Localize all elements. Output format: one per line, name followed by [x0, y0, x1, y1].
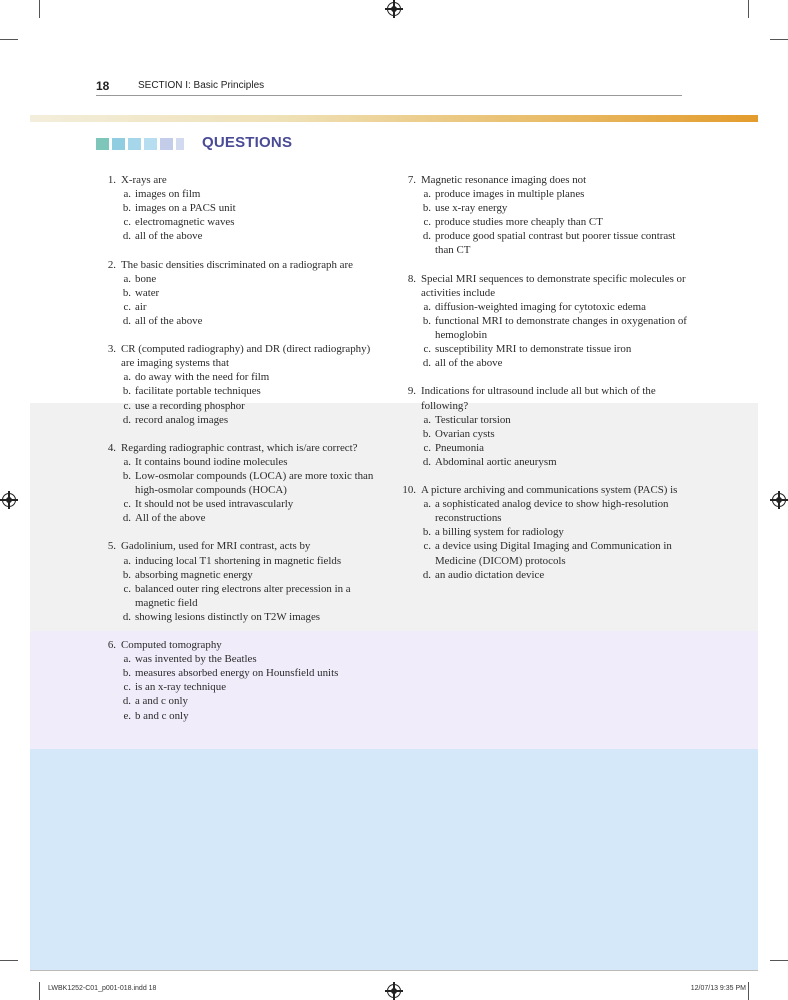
- question-number: 5.: [107, 540, 116, 553]
- question-item: [96, 342, 386, 427]
- option-text: an audio dictation device: [435, 568, 545, 581]
- question-number: 3.: [107, 343, 116, 356]
- question-item: [396, 384, 688, 469]
- answer-option: [396, 314, 688, 342]
- registration-mark-icon: [387, 984, 401, 998]
- answer-option: [96, 511, 386, 525]
- option-letter: c.: [423, 540, 431, 553]
- question-stem: [96, 342, 386, 370]
- answer-option: [96, 568, 386, 582]
- answer-option: [96, 455, 386, 469]
- answer-option: [96, 582, 386, 610]
- answer-option: [96, 680, 386, 694]
- question-text: A picture archiving and communications system (PACS) is: [421, 484, 678, 497]
- running-head: [96, 79, 682, 96]
- option-letter: a.: [423, 188, 431, 201]
- question-stem: [96, 258, 386, 272]
- answer-option: [96, 694, 386, 708]
- option-text: It contains bound iodine molecules: [135, 455, 288, 468]
- answer-option: [96, 610, 386, 624]
- question-stem: [396, 173, 688, 187]
- option-text: use x-ray energy: [435, 202, 508, 215]
- answer-option: [96, 497, 386, 511]
- background-band-blue: [30, 749, 758, 970]
- answer-option: [396, 300, 688, 314]
- option-text: Low-osmolar compounds (LOCA) are more toxic than high-osmolar compounds (HOCA): [135, 469, 374, 497]
- option-text: use a recording phosphor: [135, 399, 245, 412]
- question-text: The basic densities discriminated on a radiograph are: [121, 258, 353, 271]
- option-text: b and c only: [135, 709, 189, 722]
- heading-accent-square: [144, 138, 157, 150]
- option-letter: d.: [122, 413, 131, 426]
- answer-option: [96, 413, 386, 427]
- option-text: a and c only: [135, 695, 188, 708]
- option-letter: b.: [422, 526, 431, 539]
- question-item: [96, 173, 386, 243]
- question-number: 8.: [407, 272, 416, 285]
- option-text: a device using Digital Imaging and Communication in Medicine (DICOM) protocols: [435, 540, 672, 567]
- question-item: [396, 483, 688, 582]
- answer-option: [96, 469, 386, 497]
- option-letter: c.: [123, 300, 131, 313]
- crop-mark: [770, 960, 788, 961]
- answer-option: [396, 413, 688, 427]
- option-letter: b.: [422, 427, 431, 440]
- option-letter: d.: [422, 455, 431, 468]
- option-letter: b.: [122, 202, 131, 215]
- option-text: All of the above: [135, 512, 206, 525]
- option-text: balanced outer ring electrons alter precession in a magnetic field: [135, 582, 351, 609]
- answer-option: [96, 384, 386, 398]
- question-stem: [96, 173, 386, 187]
- option-letter: b.: [122, 667, 131, 680]
- option-text: Testicular torsion: [435, 413, 511, 426]
- option-letter: a.: [423, 498, 431, 511]
- heading-accent-square: [128, 138, 141, 150]
- option-letter: c.: [123, 399, 131, 412]
- option-letter: b.: [122, 385, 131, 398]
- option-letter: b.: [122, 568, 131, 581]
- question-text: Magnetic resonance imaging does not: [421, 174, 587, 186]
- option-letter: d.: [422, 230, 431, 243]
- option-text: a billing system for radiology: [435, 526, 564, 539]
- heading-accent-square: [176, 138, 184, 150]
- question-text: Indications for ultrasound include all but which of the following?: [421, 385, 656, 412]
- registration-mark-icon: [772, 493, 786, 507]
- section-title: SECTION I: Basic Principles: [138, 80, 265, 91]
- option-text: air: [135, 300, 147, 313]
- option-text: all of the above: [435, 357, 503, 370]
- answer-option: [396, 229, 688, 257]
- option-text: all of the above: [135, 230, 203, 243]
- crop-mark: [39, 982, 40, 1000]
- option-text: all of the above: [135, 314, 203, 327]
- crop-mark: [748, 982, 749, 1000]
- option-text: produce good spatial contrast but poorer tissue contrast than CT: [435, 230, 676, 257]
- answer-option: [96, 666, 386, 680]
- option-letter: d.: [122, 512, 131, 525]
- answer-option: [396, 427, 688, 441]
- answer-option: [396, 441, 688, 455]
- question-stem: [96, 638, 386, 652]
- option-letter: a.: [123, 554, 131, 567]
- answer-option: [96, 201, 386, 215]
- answer-option: [96, 709, 386, 723]
- option-letter: b.: [122, 286, 131, 299]
- option-text: inducing local T1 shortening in magnetic fields: [135, 554, 342, 567]
- option-text: images on a PACS unit: [135, 202, 236, 215]
- option-text: water: [135, 286, 160, 299]
- crop-mark: [0, 960, 18, 961]
- option-text: diffusion-weighted imaging for cytotoxic edema: [435, 300, 646, 313]
- answer-option: [96, 554, 386, 568]
- footer-rule: [30, 970, 758, 971]
- crop-mark: [748, 0, 749, 18]
- option-letter: b.: [422, 314, 431, 327]
- crop-mark: [0, 39, 18, 40]
- answer-option: [96, 272, 386, 286]
- answer-option: [96, 370, 386, 384]
- option-letter: a.: [123, 371, 131, 384]
- answer-option: [396, 215, 688, 229]
- footer-file-name: LWBK1252-C01_p001-018.indd 18: [48, 985, 157, 992]
- question-stem: [96, 441, 386, 455]
- answer-option: [96, 187, 386, 201]
- question-number: 1.: [107, 174, 116, 186]
- heading-accent-square: [160, 138, 173, 150]
- answer-option: [396, 525, 688, 539]
- question-stem: [396, 384, 688, 412]
- decorative-orange-bar: [30, 115, 758, 122]
- question-number: 2.: [107, 258, 116, 271]
- heading-accent-square: [112, 138, 125, 150]
- registration-mark-icon: [387, 2, 401, 16]
- answer-option: [396, 187, 688, 201]
- option-letter: c.: [423, 441, 431, 454]
- answer-option: [396, 201, 688, 215]
- option-text: Abdominal aortic aneurysm: [435, 455, 557, 468]
- option-letter: c.: [423, 343, 431, 356]
- questions-column-left: [96, 173, 386, 737]
- option-text: susceptibility MRI to demonstrate tissue iron: [435, 343, 632, 356]
- question-number: 4.: [107, 441, 116, 454]
- option-text: a sophisticated analog device to show high-resolution reconstructions: [435, 498, 669, 525]
- question-text: Computed tomography: [121, 639, 222, 652]
- option-letter: d.: [422, 357, 431, 370]
- crop-mark: [39, 0, 40, 18]
- option-text: facilitate portable techniques: [135, 385, 261, 398]
- option-text: images on film: [135, 188, 201, 201]
- question-text: Special MRI sequences to demonstrate specific molecules or activities include: [421, 272, 686, 299]
- footer-timestamp: 12/07/13 9:35 PM: [690, 985, 746, 992]
- question-number: 7.: [407, 174, 416, 186]
- question-stem: [96, 539, 386, 553]
- answer-option: [396, 342, 688, 356]
- question-text: Regarding radiographic contrast, which is/are correct?: [121, 441, 358, 454]
- question-item: [96, 638, 386, 723]
- option-letter: d.: [122, 610, 131, 623]
- option-letter: a.: [423, 300, 431, 313]
- option-letter: d.: [122, 314, 131, 327]
- option-letter: d.: [122, 695, 131, 708]
- option-text: Pneumonia: [435, 441, 485, 454]
- option-letter: a.: [123, 188, 131, 201]
- question-stem: [396, 483, 688, 497]
- answer-option: [96, 652, 386, 666]
- option-text: electromagnetic waves: [135, 216, 235, 229]
- option-text: functional MRI to demonstrate changes in oxygenation of hemoglobin: [435, 314, 687, 342]
- answer-option: [396, 356, 688, 370]
- option-text: It should not be used intravascularly: [135, 498, 294, 511]
- question-item: [396, 173, 688, 258]
- question-item: [396, 272, 688, 371]
- answer-option: [96, 314, 386, 328]
- answer-option: [396, 568, 688, 582]
- option-text: showing lesions distinctly on T2W images: [135, 610, 321, 623]
- question-number: 6.: [107, 639, 116, 652]
- question-number: 9.: [407, 385, 416, 398]
- option-letter: c.: [123, 681, 131, 694]
- answer-option: [96, 399, 386, 413]
- question-item: [96, 441, 386, 526]
- option-letter: c.: [123, 582, 131, 595]
- option-letter: d.: [122, 230, 131, 243]
- option-letter: a.: [423, 413, 431, 426]
- option-text: produce studies more cheaply than CT: [435, 216, 603, 229]
- option-letter: c.: [123, 216, 131, 229]
- option-text: absorbing magnetic energy: [135, 568, 253, 581]
- option-text: do away with the need for film: [135, 371, 270, 384]
- heading-accent-square: [96, 138, 109, 150]
- question-text: X-rays are: [121, 174, 167, 186]
- option-letter: a.: [123, 653, 131, 666]
- option-letter: c.: [123, 498, 131, 511]
- option-letter: b.: [422, 202, 431, 215]
- option-letter: a.: [123, 272, 131, 285]
- answer-option: [96, 300, 386, 314]
- option-letter: c.: [423, 216, 431, 229]
- option-letter: e.: [123, 709, 131, 722]
- option-text: produce images in multiple planes: [435, 188, 585, 201]
- answer-option: [96, 229, 386, 243]
- questions-title: QUESTIONS: [202, 134, 293, 151]
- question-text: Gadolinium, used for MRI contrast, acts by: [121, 540, 311, 553]
- option-text: Ovarian cysts: [435, 427, 495, 440]
- answer-option: [396, 497, 688, 525]
- answer-option: [96, 215, 386, 229]
- option-text: is an x-ray technique: [135, 681, 227, 694]
- option-letter: d.: [422, 568, 431, 581]
- answer-option: [396, 455, 688, 469]
- answer-option: [96, 286, 386, 300]
- option-text: bone: [135, 272, 157, 285]
- question-stem: [396, 272, 688, 300]
- option-text: measures absorbed energy on Hounsfield units: [135, 667, 339, 680]
- registration-mark-icon: [2, 493, 16, 507]
- option-text: was invented by the Beatles: [135, 653, 257, 666]
- answer-option: [396, 539, 688, 567]
- option-letter: a.: [123, 455, 131, 468]
- questions-column-right: [396, 173, 688, 596]
- option-letter: b.: [122, 469, 131, 482]
- question-text: CR (computed radiography) and DR (direct radiography) are imaging systems that: [121, 343, 371, 370]
- crop-mark: [770, 39, 788, 40]
- question-number: 10.: [402, 484, 416, 497]
- option-text: record analog images: [135, 413, 229, 426]
- page-number: 18: [96, 79, 110, 93]
- question-item: [96, 258, 386, 328]
- question-item: [96, 539, 386, 624]
